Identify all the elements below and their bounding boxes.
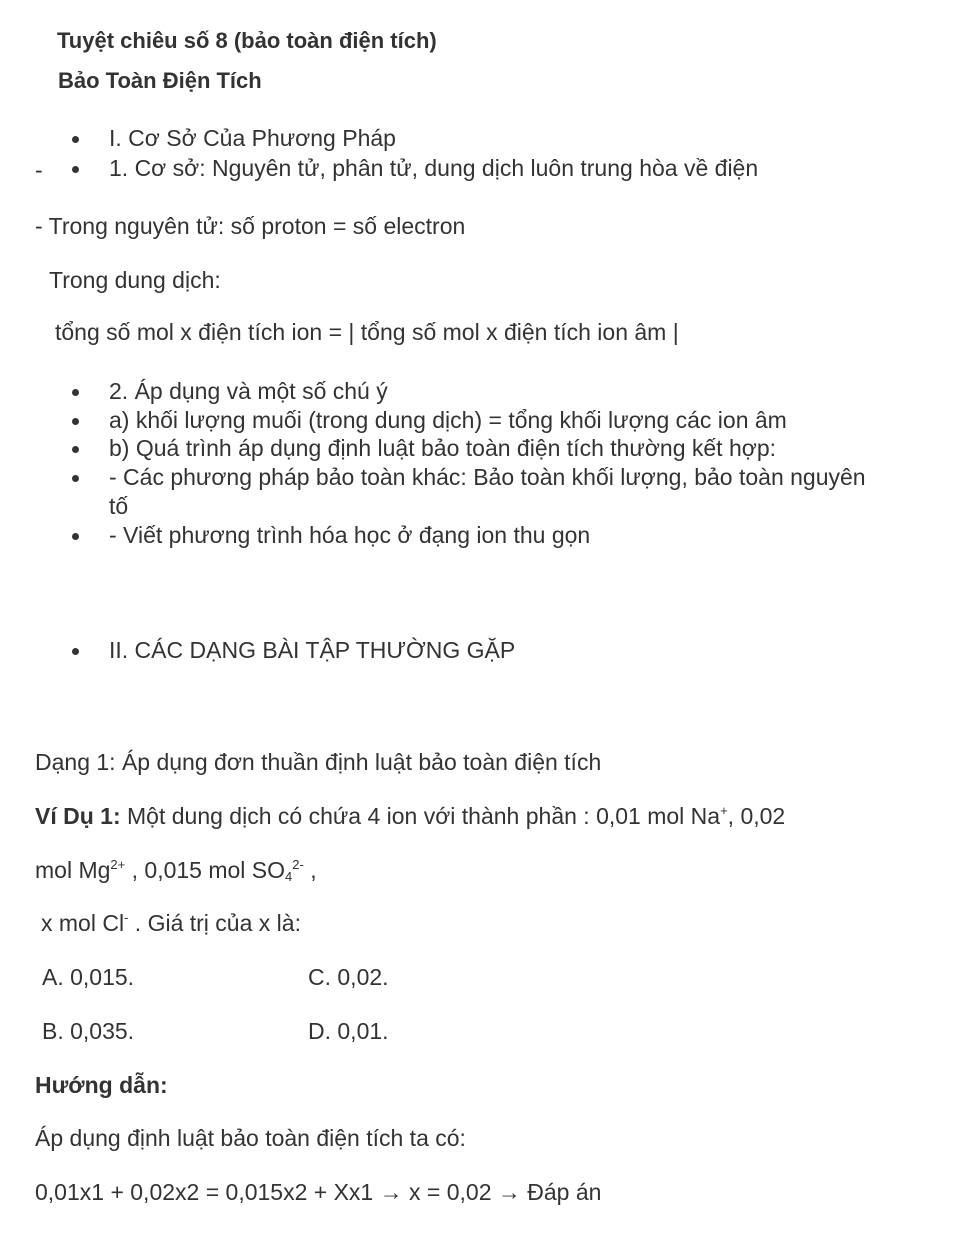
bullet-dot <box>72 389 79 396</box>
dash-marker: - <box>35 157 43 183</box>
section-heading: II. CÁC DẠNG BÀI TẬP THƯỜNG GẶP <box>109 637 516 663</box>
so4-charge: 2- <box>292 857 304 872</box>
solution-equation: 0,01x1 + 0,02x2 = 0,015x2 + Xx1 → x = 0,02 → Đáp án <box>35 1179 602 1205</box>
list-item: 2. Áp dụng và một số chú ý <box>109 378 388 404</box>
list-item: b) Quá trình áp dụng định luật bảo toàn điện tích thường kết hợp: <box>109 435 777 461</box>
question-text: . Giá trị của x là: <box>128 910 301 936</box>
so4-text: , 0,015 mol SO <box>125 857 286 883</box>
list-item: 1. Cơ sở: Nguyên tử, phân tử, dung dịch luôn trung hòa về điện <box>109 155 759 181</box>
mg-text: mol Mg <box>35 857 111 883</box>
guide-label: Hướng dẫn: <box>35 1072 168 1098</box>
example-line-2 <box>35 856 317 884</box>
bullet-dot <box>72 136 79 143</box>
dang-title: Dạng 1: Áp dụng đơn thuần định luật bảo toàn điện tích <box>35 749 602 775</box>
cl-charge: - <box>124 910 129 925</box>
article-subtitle: Bảo Toàn Điện Tích <box>58 68 262 93</box>
bullet-dot <box>72 166 79 173</box>
bullet-dot <box>72 418 79 425</box>
article-title: Tuyệt chiêu số 8 (bảo toàn điện tích) <box>57 28 437 53</box>
list-item-continuation: tố <box>109 493 129 519</box>
bullet-dot <box>72 533 79 540</box>
charge-formula: tổng số mol x điện tích ion = | tổng số mol x điện tích ion âm | <box>55 319 679 345</box>
bullet-dot <box>72 446 79 453</box>
na-charge: + <box>720 803 728 818</box>
bullet-dot <box>72 648 79 655</box>
bullet-dot <box>72 475 79 482</box>
solution-label: Trong dung dịch: <box>49 267 221 293</box>
option-b: B. 0,035. <box>42 1018 135 1044</box>
cl-text: x mol Cl <box>41 910 125 936</box>
list-item: - Viết phương trình hóa học ở đạng ion thu gọn <box>109 522 591 548</box>
line2-end: , <box>303 857 317 883</box>
example-text: Một dung dịch có chứa 4 ion với thành phần : 0,01 mol Na <box>127 803 721 829</box>
option-a: A. 0,015. <box>42 964 135 990</box>
list-item: I. Cơ Sở Của Phương Pháp <box>109 125 396 151</box>
example-line-3 <box>41 909 301 937</box>
guide-text: Áp dụng định luật bảo toàn điện tích ta có: <box>35 1125 466 1151</box>
mg-charge: 2+ <box>110 857 126 872</box>
option-d: D. 0,01. <box>308 1018 389 1044</box>
so4-subscript: 4 <box>285 869 293 884</box>
example-line-1 <box>35 802 785 830</box>
example-label: Ví Dụ 1: <box>35 803 121 829</box>
list-item: a) khối lượng muối (trong dung dịch) = tổng khối lượng các ion âm <box>109 407 787 433</box>
option-c: C. 0,02. <box>308 964 389 990</box>
list-item: - Các phương pháp bảo toàn khác: Bảo toàn khối lượng, bảo toàn nguyên <box>109 464 866 490</box>
atom-line: - Trong nguyên tử: số proton = số electron <box>35 213 466 239</box>
example-text-end: , 0,02 <box>727 803 786 829</box>
